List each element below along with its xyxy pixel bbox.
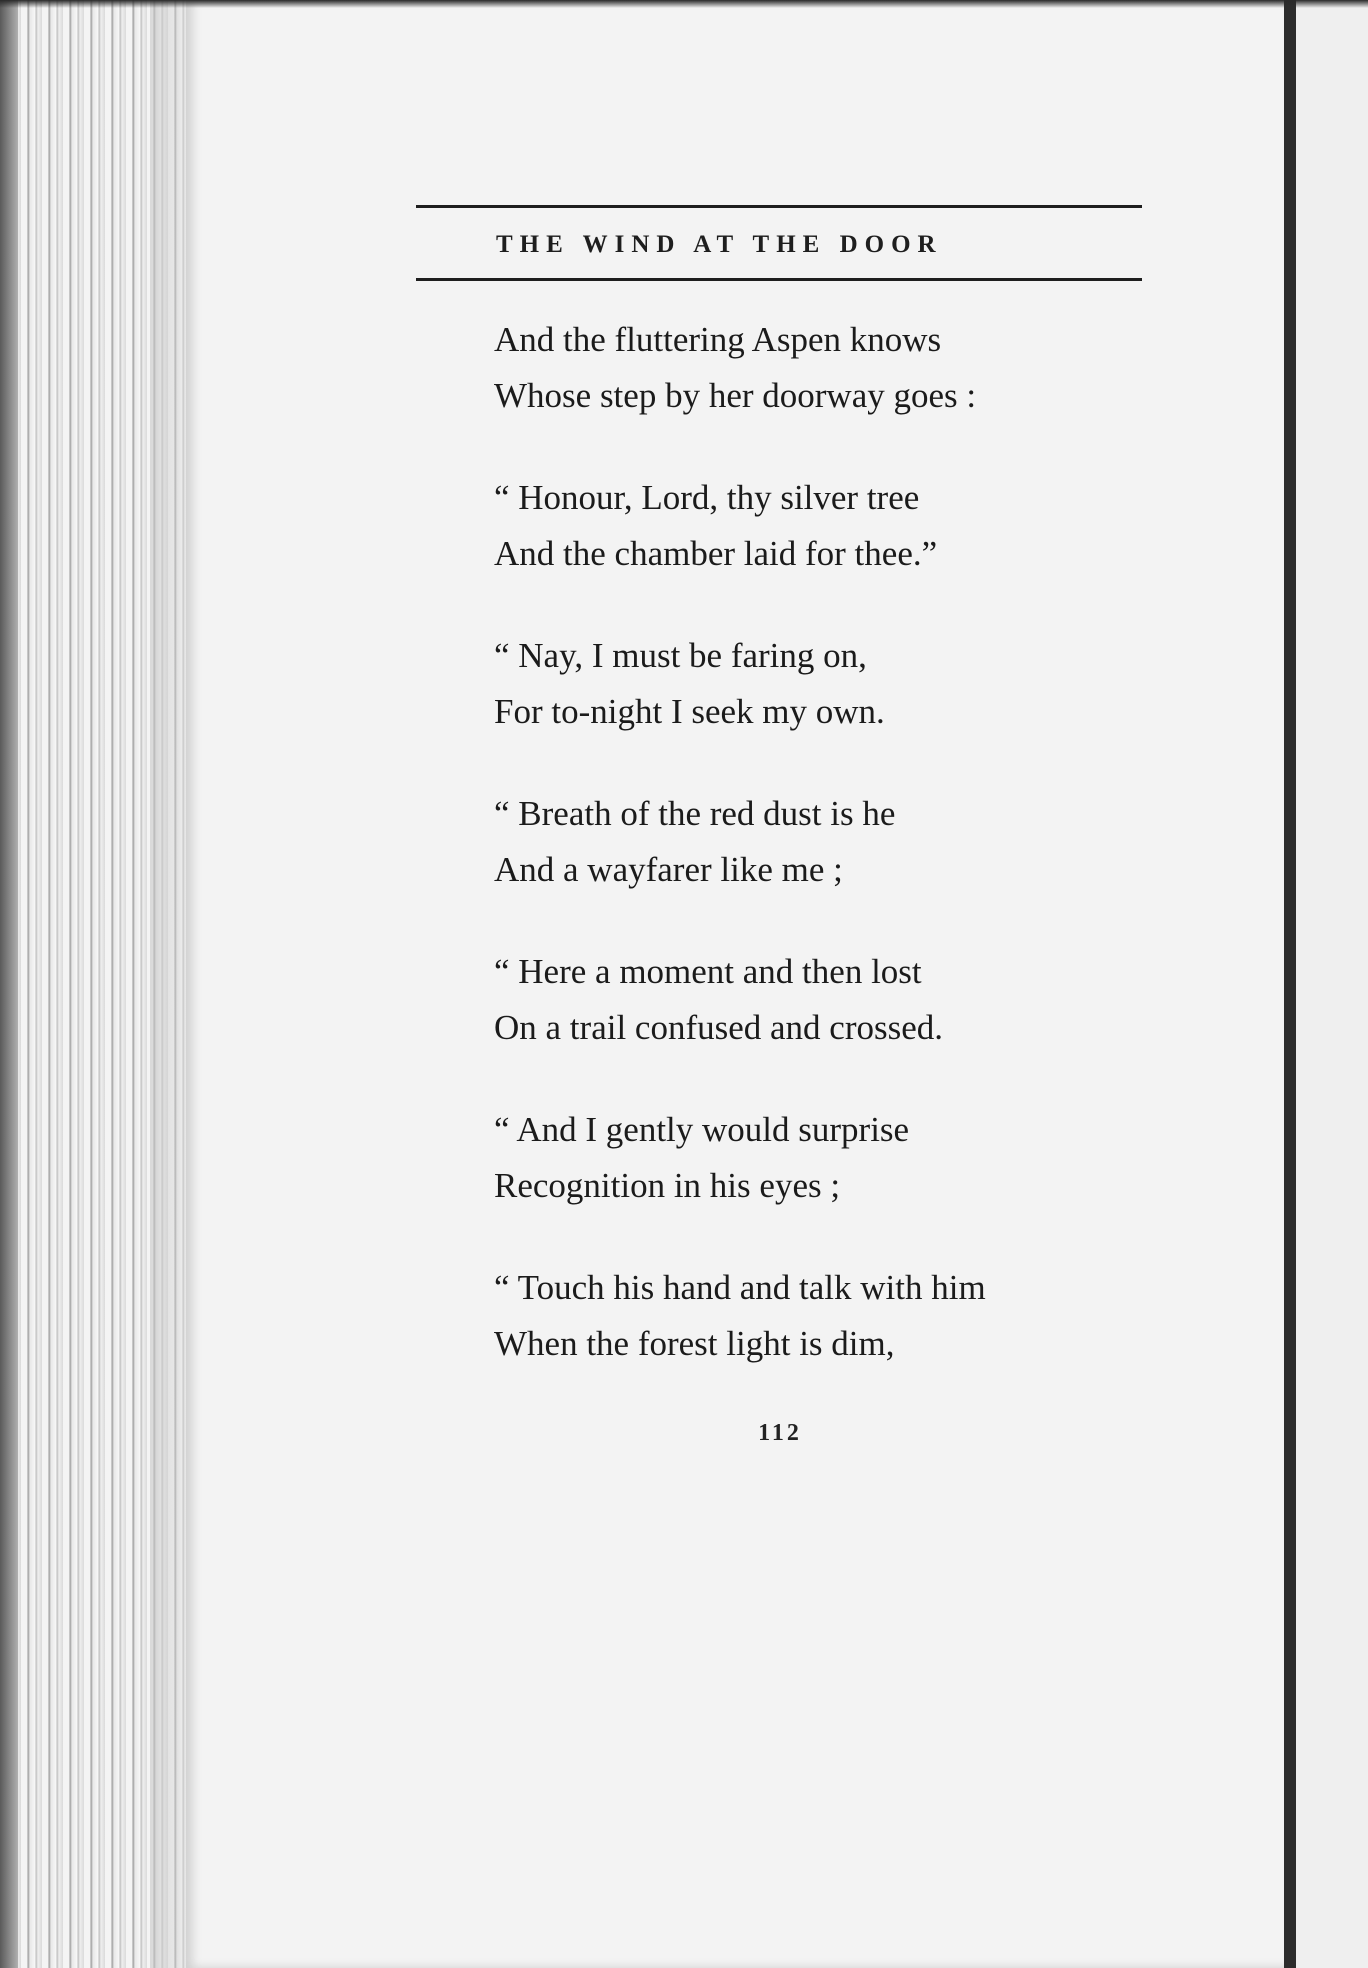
poem-line: “ Here a moment and then lost [494, 952, 922, 991]
book-gutter [1284, 0, 1296, 1968]
poem-line: “ Breath of the red dust is he [494, 794, 896, 833]
poem-line: On a trail confused and crossed. [494, 1008, 944, 1047]
poem-line: Whose step by her doorway goes : [494, 376, 977, 415]
poem-line: “ Honour, Lord, thy silver tree [494, 478, 920, 517]
running-head-bottom-rule [416, 278, 1142, 281]
poem-line: Recognition in his eyes ; [494, 1166, 841, 1205]
scan-top-shadow [0, 0, 1368, 8]
stanza [494, 1102, 1194, 1214]
running-head-title: THE WIND AT THE DOOR [496, 231, 943, 258]
poem-line: “ Nay, I must be faring on, [494, 636, 867, 675]
stanza [494, 628, 1194, 740]
poem-line: “ And I gently would surprise [494, 1110, 910, 1149]
poem-line: “ Touch his hand and talk with him [494, 1268, 986, 1307]
stanza [494, 1260, 1194, 1372]
poem-line: For to-night I seek my own. [494, 692, 885, 731]
stanza [494, 944, 1194, 1056]
next-page-edge [1296, 0, 1368, 1968]
page-number: 112 [758, 1420, 802, 1446]
stanza [494, 786, 1194, 898]
poem-line: When the forest light is dim, [494, 1324, 895, 1363]
stanza [494, 470, 1194, 582]
running-head [416, 205, 1142, 281]
stanza [494, 312, 1194, 424]
poem-body [494, 312, 1194, 1418]
poem-line: And a wayfarer like me ; [494, 850, 843, 889]
book-page-edges [0, 0, 200, 1968]
poem-line: And the fluttering Aspen knows [494, 320, 942, 359]
poem-line: And the chamber laid for thee.” [494, 534, 938, 573]
